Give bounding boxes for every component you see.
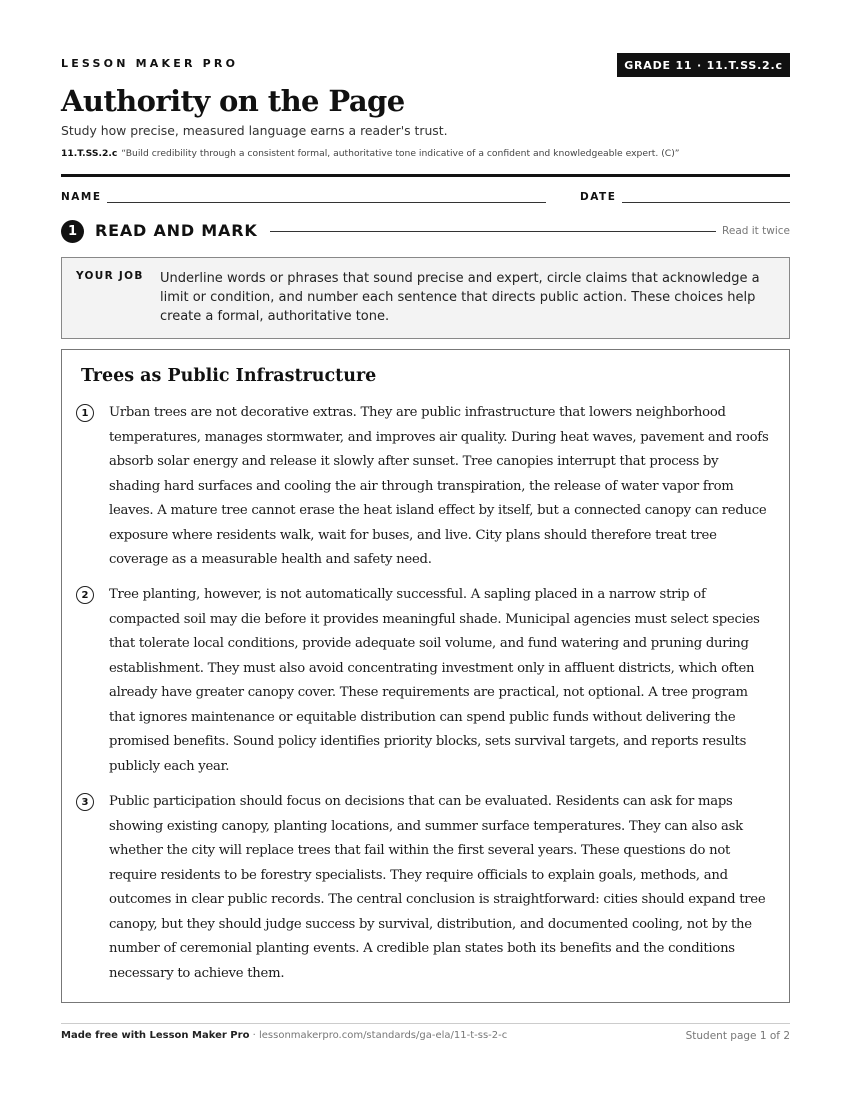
job-box [61,257,790,339]
job-label: YOUR JOB [76,270,144,282]
header-divider [61,174,790,177]
date-field-line[interactable] [622,202,790,203]
date-label: DATE [580,191,617,203]
standard-text: “Build credibility through a consistent formal, authoritative tone indicative of a confident and knowledgeable expert. (C)” [121,148,680,159]
footer-credit [61,1030,507,1041]
section-divider [270,231,716,232]
footer-page-number: Student page 1 of 2 [685,1030,790,1042]
footer-made-with: Made free with Lesson Maker Pro [61,1030,250,1041]
paragraph-text: Public participation should focus on decisions that can be evaluated. Residents can ask for maps showing existing canopy, planting locations, and summer surface temperatures. They can also ask whether the city will replace trees that fail within the first several years. These questions do not require residents to be forestry specialists. They require officials to explain goals, methods, and outcomes in clear public records. The central conclusion is straightforward: cities should expand tree canopy, but they should judge success by survival, distribution, and documented cooling, not by the number of ceremonial planting events. A credible plan states both its benefits and the conditions necessary to achieve them. [109,794,766,981]
footer-divider [61,1023,790,1024]
name-label: NAME [61,191,102,203]
job-text: Underline words or phrases that sound precise and expert, circle claims that acknowledge a limit or condition, and number each sentence that directs public action. These choices help create a formal, authoritative tone. [160,271,760,324]
standard-code: 11.T.SS.2.c [61,148,118,159]
page-title: Authority on the Page [61,84,405,118]
brand-name: LESSON MAKER PRO [61,57,239,70]
page-subtitle: Study how precise, measured language earns a reader's trust. [61,123,448,138]
paragraph-number-badge: 2 [76,586,94,604]
reading-passage [61,349,790,1003]
standard-line [61,148,680,159]
section-number-badge: 1 [61,220,84,243]
paragraph-number-badge: 3 [76,793,94,811]
name-field-line[interactable] [107,202,546,203]
paragraph-number-badge: 1 [76,404,94,422]
grade-badge: GRADE 11 · 11.T.SS.2.c [617,53,790,77]
section-note: Read it twice [722,225,790,237]
paragraph-text: Tree planting, however, is not automatically successful. A sapling placed in a narrow strip of compacted soil may die before it provides meaningful shade. Municipal agencies must select species that tolerate local conditions, provide adequate soil volume, and fund watering and pruning during establishment. They must also avoid concentrating investment only in affluent districts, which often already have greater canopy cover. These requirements are practical, not optional. A tree program that ignores maintenance or equitable distribution can spend public funds without delivering the promised benefits. Sound policy identifies priority blocks, sets survival targets, and reports results publicly each year. [109,587,760,774]
reading-title: Trees as Public Infrastructure [81,366,377,386]
paragraph-text: Urban trees are not decorative extras. They are public infrastructure that lowers neighborhood temperatures, manages stormwater, and improves air quality. During heat waves, pavement and roofs absorb solar energy and release it slowly after sunset. Tree canopies interrupt that process by shading hard surfaces and cooling the air through transpiration, the release of water vapor from leaves. A mature tree cannot erase the heat island effect by itself, but a connected canopy can reduce exposure where residents walk, wait for buses, and live. City plans should therefore treat tree coverage as a measurable health and safety need. [109,405,769,567]
section-title: READ AND MARK [95,221,258,240]
footer-url[interactable]: · lessonmakerpro.com/standards/ga-ela/11-t-ss-2-c [249,1030,508,1041]
